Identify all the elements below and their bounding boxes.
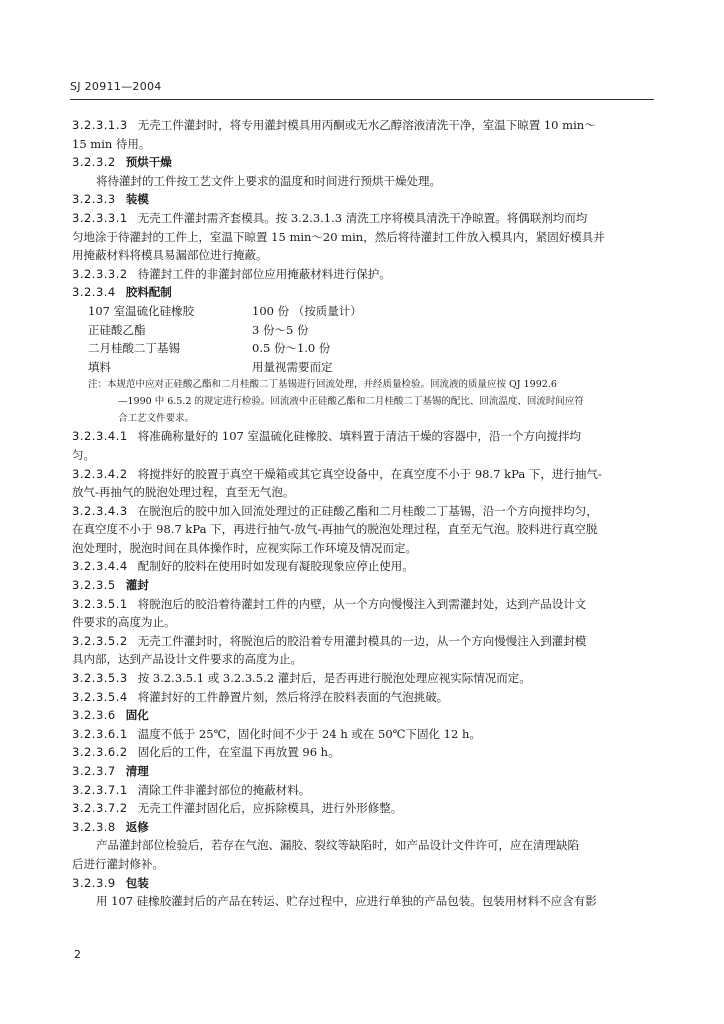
line-text: 温度不低于 25℃，固化时间不少于 24 h 或在 50℃下固化 12 h。	[137, 726, 481, 741]
section-heading	[72, 762, 652, 781]
body-line	[72, 688, 652, 707]
line-text: 将待灌封的工件按工艺文件上要求的温度和时间进行预烘干燥处理。	[96, 173, 441, 188]
recipe-row	[72, 339, 652, 358]
line-text: —1990 中 6.5.2 的规定进行检验。回流液中正硅酸乙酯和二月桂酸二丁基锡的配比、回流温度、回流时间应符	[118, 396, 584, 408]
heading-text: 预烘干燥	[125, 155, 172, 170]
clause-number: 3.2.3.6	[72, 708, 116, 723]
body-line	[72, 427, 652, 446]
body-line	[72, 209, 652, 228]
line-text: 配制好的胶料在使用时如发现有凝胶现象应停止使用。	[137, 559, 414, 574]
line-text: 件要求的高度为止。	[72, 615, 176, 630]
section-heading	[72, 190, 652, 209]
body-line	[72, 669, 652, 688]
recipe-row	[72, 358, 652, 377]
line-text: 清除工件非灌封部位的掩蔽材料。	[137, 782, 311, 797]
clause-number: 3.2.3.4.3	[72, 503, 128, 518]
body-line	[72, 539, 652, 558]
line-text: 无壳工件灌封时，将专用灌封模具用丙酮或无水乙醇溶液清洗干净，室温下晾置 10 min～	[137, 118, 596, 132]
body-line	[72, 650, 652, 669]
clause-number: 3.2.3.1.3	[72, 118, 128, 132]
line-text: 产品灌封部位检验后，若存在气泡、漏胶、裂纹等缺陷时，如产品设计文件许可，应在清理缺陷	[96, 838, 579, 853]
recipe-amount: 100 份 （按质量计）	[252, 303, 362, 318]
clause-number: 3.2.3.4.1	[72, 429, 128, 444]
clause-number: 3.2.3.3.1	[72, 210, 128, 225]
clause-number: 3.2.3.5.4	[72, 689, 128, 704]
body-line	[72, 502, 652, 521]
heading-text: 装模	[125, 192, 149, 207]
heading-text: 灌封	[125, 578, 149, 593]
line-text: 按 3.2.3.5.1 或 3.2.3.5.2 灌封后，是否再进行脱泡处理应视实际情况而定。	[137, 671, 531, 686]
recipe-row	[72, 302, 652, 321]
line-text: 用 107 硅橡胶灌封后的产品在转运、贮存过程中，应进行单独的产品包装。包装用材料不应含有影	[96, 894, 597, 909]
recipe-ingredient: 填料	[88, 359, 111, 374]
heading-text: 返修	[125, 819, 149, 834]
recipe-amount: 用量视需要而定	[252, 359, 333, 374]
section-heading	[72, 706, 652, 725]
line-text: 将灌封好的工件静置片刻，然后将浮在胶料表面的气泡挑破。	[137, 689, 449, 704]
line-text: 无壳工件灌封固化后，应拆除模具，进行外形修整。	[137, 801, 403, 816]
line-text: 匀。	[72, 447, 95, 462]
body-line	[72, 799, 652, 818]
clause-number: 3.2.3.3.2	[72, 266, 128, 281]
body-line	[72, 725, 652, 744]
body-line	[72, 483, 652, 502]
clause-number: 3.2.3.7.1	[72, 782, 128, 797]
clause-number: 3.2.3.4.2	[72, 466, 128, 481]
heading-text: 清理	[125, 764, 149, 778]
heading-text: 胶料配制	[125, 285, 172, 300]
recipe-ingredient: 正硅酸乙酯	[88, 322, 146, 337]
section-heading	[72, 874, 652, 893]
recipe-amount: 3 份～5 份	[252, 322, 309, 337]
clause-number: 3.2.3.4	[72, 285, 116, 300]
body-line	[72, 632, 652, 651]
body-line	[72, 557, 652, 576]
body-line	[72, 446, 652, 465]
body-line	[72, 465, 652, 484]
body-line	[72, 172, 652, 191]
note-line	[72, 393, 652, 410]
clause-number: 3.2.3.5.3	[72, 671, 128, 686]
clause-number: 3.2.3.3	[72, 192, 116, 207]
section-heading	[72, 153, 652, 172]
line-text: 15 min 待用。	[72, 136, 151, 151]
header-rule	[70, 99, 654, 100]
body-line	[72, 246, 652, 265]
line-text: 将脱泡后的胶沿着待灌封工件的内壁，从一个方向慢慢注入到需灌封处，达到产品设计文	[137, 596, 587, 611]
body-line	[72, 855, 652, 874]
recipe-amount: 0.5 份～1.0 份	[252, 341, 331, 356]
clause-number: 3.2.3.6.2	[72, 745, 128, 760]
section-heading	[72, 576, 652, 595]
line-text: 后进行灌封修补。	[72, 856, 164, 871]
clause-number: 3.2.3.5	[72, 578, 116, 593]
clause-number: 3.2.3.8	[72, 819, 116, 834]
clause-number: 3.2.3.9	[72, 875, 116, 890]
body-line	[72, 520, 652, 539]
note-line	[72, 410, 652, 427]
clause-number: 3.2.3.7.2	[72, 801, 128, 816]
body-line	[72, 595, 652, 614]
line-text: 固化后的工件，在室温下再放置 96 h。	[137, 745, 340, 760]
line-text: 泡处理时，脱泡时间在具体操作时，应视实际工作环境及情况而定。	[72, 540, 417, 555]
clause-number: 3.2.3.5.2	[72, 633, 128, 648]
clause-number: 3.2.3.7	[72, 764, 116, 778]
page-number: 2	[74, 948, 81, 961]
line-text: 在真空度不小于 98.7 kPa 下，再进行抽气-放气-再抽气的脱泡处理过程，直至无气泡。胶料进行真空脱	[72, 522, 598, 537]
line-text: 在脱泡后的胶中加入回流处理过的正硅酸乙酯和二月桂酸二丁基锡，沿一个方向搅拌均匀，	[137, 503, 598, 518]
body-line	[72, 836, 652, 855]
recipe-row	[72, 321, 652, 340]
body-line	[72, 613, 652, 632]
note-line	[72, 376, 652, 393]
body-line	[72, 892, 652, 911]
section-heading	[72, 818, 652, 837]
line-text: 合工艺文件要求。	[118, 413, 195, 425]
body-line	[72, 743, 652, 762]
line-text: 放气-再抽气的脱泡处理过程，直至无气泡。	[72, 485, 295, 500]
clause-number: 3.2.3.6.1	[72, 726, 128, 741]
line-text: 注：本规范中应对正硅酸乙酯和二月桂酸二丁基锡进行回流处理，并经质量检验。回流液的质量应按 QJ 1992.6	[88, 379, 557, 391]
recipe-ingredient: 二月桂酸二丁基锡	[88, 341, 180, 356]
line-text: 匀地涂于待灌封的工件上，室温下晾置 15 min～20 min，然后将待灌封工件放入模具内，紧固好模具并	[72, 229, 605, 244]
line-text: 将搅拌好的胶置于真空干燥箱或其它真空设备中，在真空度不小于 98.7 kPa 下，进行抽气-	[137, 466, 602, 481]
line-text: 无壳工件灌封时，将脱泡后的胶沿着专用灌封模具的一边，从一个方向慢慢注入到灌封模	[137, 633, 587, 648]
line-text: 无壳工件灌封需齐套模具。按 3.2.3.1.3 清洗工序将模具清洗干净晾置。将偶联剂均而均	[137, 210, 588, 225]
clause-number: 3.2.3.4.4	[72, 559, 128, 574]
heading-text: 固化	[125, 708, 149, 723]
body-line	[72, 228, 652, 247]
body-line	[72, 265, 652, 284]
line-text: 将准确称量好的 107 室温硫化硅橡胶、填料置于清洁干燥的容器中，沿一个方向搅拌均	[137, 429, 581, 444]
line-text: 具内部，达到产品设计文件要求的高度为止。	[72, 652, 302, 667]
clause-number: 3.2.3.2	[72, 155, 116, 170]
clause-number: 3.2.3.5.1	[72, 596, 128, 611]
body-line	[72, 135, 652, 154]
standard-code: SJ 20911—2004	[70, 80, 162, 93]
section-heading	[72, 283, 652, 302]
recipe-ingredient: 107 室温硫化硅橡胶	[88, 303, 195, 318]
line-text: 待灌封工件的非灌封部位应用掩蔽材料进行保护。	[137, 266, 391, 281]
heading-text: 包装	[125, 875, 149, 890]
document-body	[72, 116, 652, 911]
body-line	[72, 781, 652, 800]
body-line	[72, 116, 652, 135]
line-text: 用掩蔽材料将模具易漏部位进行掩蔽。	[72, 248, 268, 263]
